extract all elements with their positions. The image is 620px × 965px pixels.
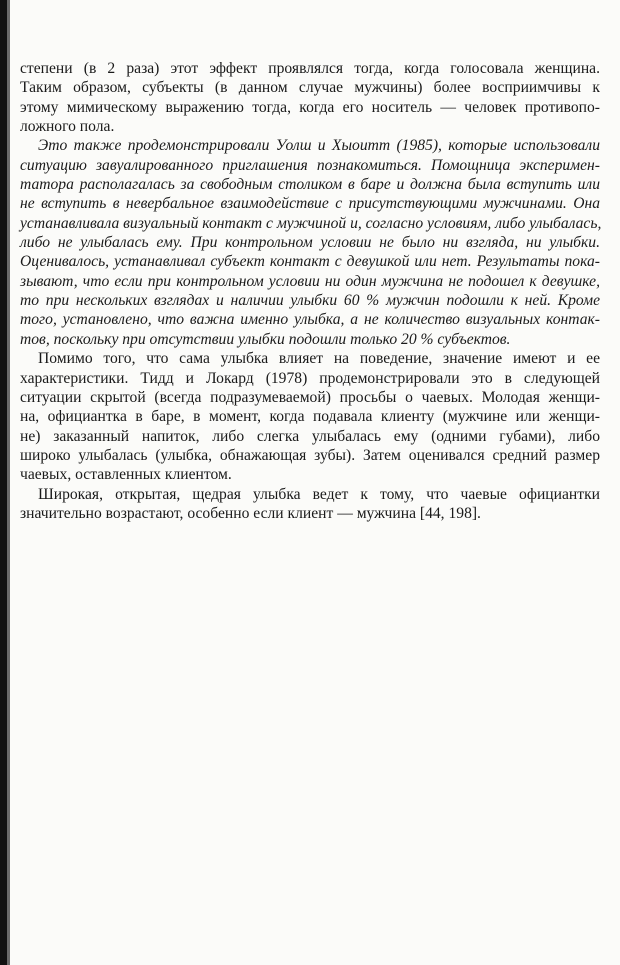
text-line: значительно возрастают, особенно если клиент — мужчина [44, 198]. — [20, 504, 481, 522]
text-line: степени (в 2 раза) этот эффект проявлялся тогда, когда голосовала женщина. — [20, 60, 600, 77]
text-line: характеристики. Тидд и Локард (1978) продемонстрировали это в следующей — [20, 369, 600, 387]
text-line: на, официантка в баре, в момент, когда подавала клиенту (мужчине или женщи- — [20, 408, 600, 426]
text-line: ситуацию завуалированного приглашения познакомиться. Помощница эксперимен- — [20, 156, 600, 174]
text-line: того, установлено, что важна именно улыбка, а не количество визуальных контак- — [20, 311, 600, 329]
text-line: ложного пола. — [20, 118, 115, 136]
text-line: то при нескольких взглядах и наличии улыбки 60 % мужчин подошли к ней. Кроме — [20, 292, 600, 310]
text-line: устанавливала визуальный контакт с мужчиной и, согласно условиям, либо улыбалась, — [20, 214, 602, 232]
scan-edge-shadow — [7, 0, 10, 965]
text-line: этому мимическому выражению тогда, когда его носитель — человек противопо- — [20, 98, 600, 116]
scan-edge — [0, 0, 7, 965]
text-line: либо не улыбалась ему. При контрольном условии не было ни взгляда, ни улыбки. — [20, 234, 600, 252]
text-line: Широкая, открытая, щедрая улыбка ведет к тому, что чаевые официантки — [38, 485, 600, 503]
text-line: Это также продемонстрировали Уолш и Хыоитт (1985), которые использовали — [38, 137, 600, 155]
paragraph — [20, 136, 600, 349]
text-line: не) заказанный напиток, либо слегка улыбалась ему (одними губами), либо — [20, 427, 600, 445]
text-line: ситуации скрытой (всегда подразумеваемой) просьбы о чаевых. Молодая женщи- — [20, 388, 600, 406]
text-line: тов, поскольку при отсутствии улыбки подошли только 20 % субъектов. — [20, 330, 511, 348]
text-line: Таким образом, субъекты (в данном случае мужчины) более восприимчивы к — [20, 79, 600, 97]
text-line: зывают, что если при контрольном условии ни один мужчина не подошел к девушке, — [20, 272, 600, 290]
document-page — [20, 59, 600, 523]
text-line: широко улыбалась (улыбка, обнажающая зубы). Затем оценивался средний размер — [20, 446, 600, 464]
text-line: Помимо того, что сама улыбка влияет на поведение, значение имеют и ее — [38, 350, 600, 368]
paragraph — [20, 59, 600, 136]
text-line: не вступить в невербальное взаимодействие с присутствующими мужчинами. Она — [20, 195, 600, 213]
text-line: чаевых, оставленных клиентом. — [20, 466, 232, 484]
paragraph — [20, 485, 600, 524]
text-line: Оценивалось, устанавливал субъект контакт с девушкой или нет. Результаты пока- — [20, 253, 600, 271]
text-line: татора располагалась за свободным столиком в баре и должна была вступить или — [20, 176, 600, 194]
paragraph — [20, 349, 600, 484]
